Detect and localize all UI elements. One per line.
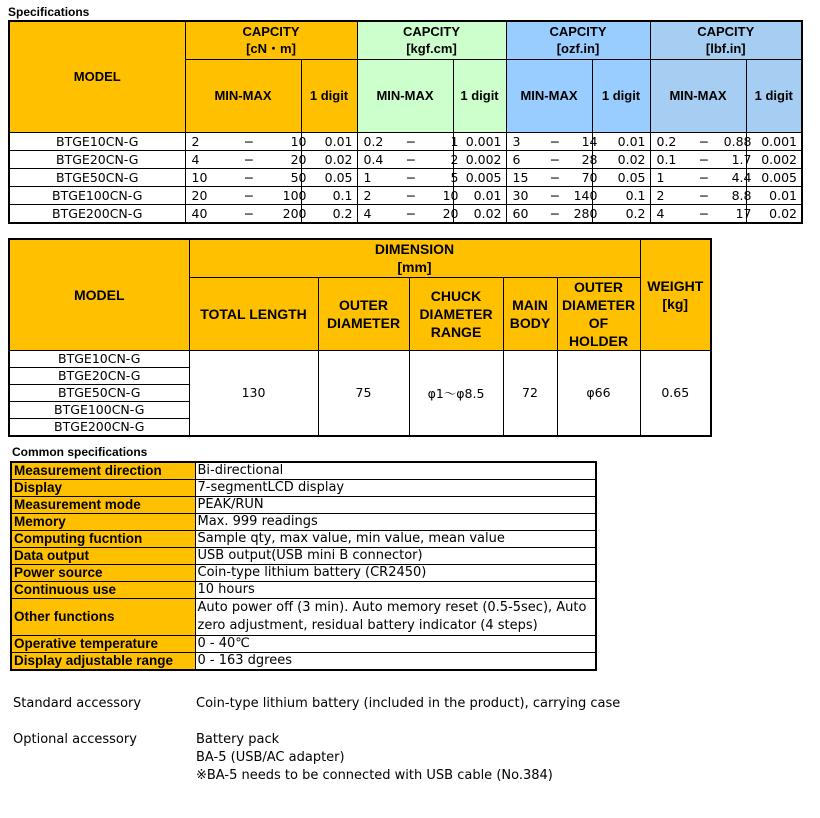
range-max: 4.4 [731,169,752,185]
common-spec-value: 0 - 163 dgrees [195,653,596,671]
range-dash: − [243,133,255,149]
range-cell [506,186,598,204]
range-dash: − [243,169,255,185]
range-dash: − [698,151,710,167]
range-dash: − [405,205,417,221]
range-max: 280 [573,205,598,221]
common-spec-label: Continuous use [11,582,195,599]
range-max: 8.8 [731,187,752,203]
range-cell [185,132,307,150]
common-spec-row [11,636,596,653]
common-spec-label: Operative temperature [11,636,195,653]
range-max: 5 [450,169,459,185]
range-max: 140 [573,187,598,203]
common-spec-value: Auto power off (3 min). Auto memory reset (0.5-5sec), Auto zero adjustment, residual battery indicator (4 steps) [195,599,596,636]
spec-model-cell: BTGE100CN-G [9,186,185,204]
range-min: 2 [656,187,665,203]
digit-cell: 0.002 [453,150,506,168]
range-cell [357,150,459,168]
common-spec-row [11,480,596,497]
capacity-header-lbfin: CAPCITY [lbf.in] [650,21,802,59]
digit-cell: 0.005 [746,168,802,186]
common-spec-value: Max. 999 readings [195,514,596,531]
total-length-value: 130 [189,350,318,436]
spec-model-cell: BTGE10CN-G [9,132,185,150]
dim-model-cell: BTGE100CN-G [9,401,189,418]
range-cell [506,204,598,223]
common-spec-row [11,653,596,671]
optional-accessory-line: ※BA-5 needs to be connected with USB cable (No.384) [196,768,553,783]
specifications-title: Specifications [8,5,90,19]
spec-row [9,204,802,223]
digit-cell: 0.02 [453,204,506,223]
range-max: 1 [450,133,459,149]
digit-cell: 0.002 [746,150,802,168]
range-max: 10 [442,187,459,203]
outer-diameter-header: OUTER DIAMETER [318,277,409,350]
range-dash: − [243,205,255,221]
range-max: 200 [282,205,307,221]
optional-accessory-list [196,731,553,785]
digit-cell: 0.01 [592,132,650,150]
common-spec-row [11,531,596,548]
range-max: 10 [290,133,307,149]
range-cell [357,186,459,204]
chuck-range-header: CHUCK DIAMETER RANGE [409,277,503,350]
digit-header: 1 digit [453,59,506,132]
range-max: 100 [282,187,307,203]
dim-model-header: MODEL [9,239,189,350]
range-cell [650,150,752,168]
common-spec-label: Power source [11,565,195,582]
range-cell [357,168,459,186]
range-dash: − [405,151,417,167]
range-max: 14 [581,133,598,149]
range-cell [650,132,752,150]
spec-row [9,186,802,204]
range-cell [506,132,598,150]
range-min: 4 [363,205,372,221]
range-max: 28 [581,151,598,167]
range-min: 20 [191,187,208,203]
capacity-header-kgfcm: CAPCITY [kgf.cm] [357,21,506,59]
range-dash: − [549,205,561,221]
minmax-header: MIN-MAX [650,59,746,132]
main-body-header: MAIN BODY [503,277,557,350]
spec-row [9,132,802,150]
dim-model-cell: BTGE50CN-G [9,384,189,401]
common-spec-row [11,514,596,531]
holder-diameter-value: φ66 [557,350,640,436]
range-max: 50 [290,169,307,185]
common-spec-label: Memory [11,514,195,531]
digit-cell: 0.02 [592,150,650,168]
capacity-header-ozfin: CAPCITY [ozf.in] [506,21,650,59]
common-spec-label: Measurement direction [11,462,195,480]
common-spec-value: Bi-directional [195,462,596,480]
common-spec-value: USB output(USB mini B connector) [195,548,596,565]
common-spec-row [11,462,596,480]
range-min: 2 [191,133,200,149]
digit-cell: 0.005 [453,168,506,186]
range-cell [650,168,752,186]
range-max: 1.7 [731,151,752,167]
digit-cell: 0.02 [746,204,802,223]
spec-model-cell: BTGE50CN-G [9,168,185,186]
range-max: 0.88 [723,133,752,149]
range-dash: − [405,169,417,185]
common-spec-value: 0 - 40℃ [195,636,596,653]
dimension-table [8,238,712,437]
range-cell [185,150,307,168]
digit-header: 1 digit [746,59,802,132]
digit-cell: 0.02 [301,150,357,168]
range-cell [650,204,752,223]
digit-cell: 0.001 [746,132,802,150]
total-length-header: TOTAL LENGTH [189,277,318,350]
range-max: 70 [581,169,598,185]
range-cell [506,150,598,168]
digit-cell: 0.05 [301,168,357,186]
common-spec-row [11,582,596,599]
range-max: 17 [735,205,752,221]
spec-row [9,150,802,168]
dim-model-cell: BTGE20CN-G [9,367,189,384]
standard-accessory-label: Standard accessory [13,696,142,711]
dimension-header: DIMENSION [mm] [189,239,640,277]
common-spec-value: PEAK/RUN [195,497,596,514]
range-cell [357,204,459,223]
range-min: 0.4 [363,151,384,167]
common-spec-row [11,548,596,565]
range-dash: − [243,151,255,167]
range-min: 1 [363,169,372,185]
digit-cell: 0.01 [453,186,506,204]
common-spec-label: Computing fucntion [11,531,195,548]
range-dash: − [549,169,561,185]
minmax-header: MIN-MAX [506,59,592,132]
minmax-header: MIN-MAX [357,59,453,132]
digit-cell: 0.01 [301,132,357,150]
range-min: 0.2 [656,133,677,149]
range-cell [185,204,307,223]
digit-cell: 0.1 [592,186,650,204]
common-spec-label: Data output [11,548,195,565]
digit-header: 1 digit [592,59,650,132]
range-min: 2 [363,187,372,203]
digit-cell: 0.1 [301,186,357,204]
weight-value: 0.65 [640,350,711,436]
dim-model-cell: BTGE200CN-G [9,418,189,436]
range-dash: − [549,151,561,167]
common-spec-row [11,497,596,514]
digit-cell: 0.2 [592,204,650,223]
range-max: 20 [442,205,459,221]
range-cell [185,186,307,204]
chuck-range-value: φ1～φ8.5 [409,350,503,436]
range-min: 0.1 [656,151,677,167]
weight-header: WEIGHT [kg] [640,239,711,350]
range-dash: − [698,169,710,185]
range-min: 0.2 [363,133,384,149]
range-dash: − [698,205,710,221]
outer-diameter-value: 75 [318,350,409,436]
range-min: 1 [656,169,665,185]
digit-cell: 0.05 [592,168,650,186]
range-dash: − [405,133,417,149]
spec-model-cell: BTGE200CN-G [9,204,185,223]
digit-cell: 0.01 [746,186,802,204]
range-min: 40 [191,205,208,221]
range-max: 20 [290,151,307,167]
range-dash: − [698,133,710,149]
range-dash: − [549,133,561,149]
main-body-value: 72 [503,350,557,436]
common-specifications-title: Common specifications [12,445,148,459]
dim-model-cell: BTGE10CN-G [9,350,189,367]
common-spec-label: Display [11,480,195,497]
digit-cell: 0.2 [301,204,357,223]
range-min: 4 [656,205,665,221]
optional-accessory-line: Battery pack [196,732,280,747]
range-dash: − [243,187,255,203]
standard-accessory-value: Coin-type lithium battery (included in the product), carrying case [196,696,621,711]
spec-model-cell: BTGE20CN-G [9,150,185,168]
range-cell [650,186,752,204]
range-min: 4 [191,151,200,167]
specifications-table [8,20,803,224]
common-spec-value: Sample qty, max value, min value, mean value [195,531,596,548]
range-dash: − [405,187,417,203]
range-min: 6 [512,151,521,167]
digit-header: 1 digit [301,59,357,132]
common-spec-label: Measurement mode [11,497,195,514]
common-spec-row [11,599,596,636]
range-min: 10 [191,169,208,185]
spec-row [9,168,802,186]
range-cell [506,168,598,186]
digit-cell: 0.001 [453,132,506,150]
range-dash: − [549,187,561,203]
holder-diameter-header: OUTER DIAMETER OF HOLDER [557,277,640,350]
common-specifications-table [10,461,597,671]
model-header: MODEL [9,21,185,132]
common-spec-value: 7-segmentLCD display [195,480,596,497]
range-min: 15 [512,169,529,185]
range-max: 2 [450,151,459,167]
optional-accessory-label: Optional accessory [13,732,137,747]
common-spec-row [11,565,596,582]
optional-accessory-line: BA-5 (USB/AC adapter) [196,750,345,765]
range-cell [185,168,307,186]
range-min: 30 [512,187,529,203]
common-spec-value: Coin-type lithium battery (CR2450) [195,565,596,582]
common-spec-label: Display adjustable range [11,653,195,671]
range-dash: − [698,187,710,203]
range-cell [357,132,459,150]
range-min: 3 [512,133,521,149]
capacity-header-cnm: CAPCITY [cN・m] [185,21,357,59]
range-min: 60 [512,205,529,221]
common-spec-label: Other functions [11,599,195,636]
common-spec-value: 10 hours [195,582,596,599]
minmax-header: MIN-MAX [185,59,301,132]
